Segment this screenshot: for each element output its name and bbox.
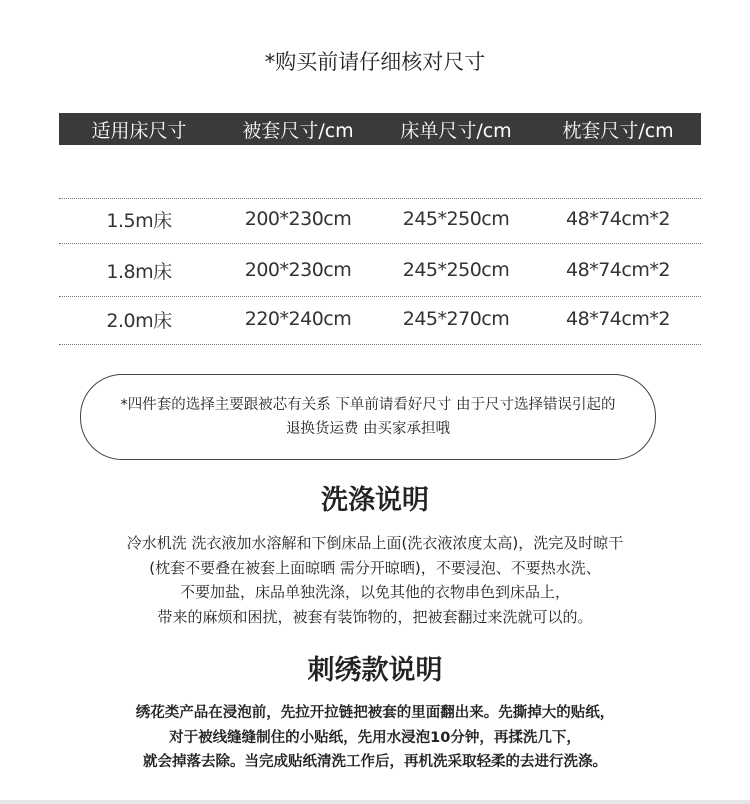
embroidery-line: 就会掉落去除。当完成贴纸清洗工作后，再机洗采取轻柔的去进行洗涤。	[143, 754, 607, 770]
bed-sheet-cell: 245*270cm	[402, 308, 510, 330]
embroidery-line: 绣花类产品在浸泡前，先拉开拉链把被套的里面翻出来。先撕掉大的贴纸，	[135, 705, 615, 721]
header-pillowcase-size: 枕套尺寸/cm	[562, 119, 674, 142]
bed-size-cell: 1.8m床	[106, 260, 172, 283]
bottom-divider	[0, 800, 750, 804]
header-bed-sheet-size: 床单尺寸/cm	[400, 119, 512, 142]
bed-size-cell: 2.0m床	[106, 309, 172, 332]
size-table-header	[59, 113, 701, 145]
table-divider	[59, 296, 701, 297]
bed-size-cell: 1.5m床	[106, 209, 172, 232]
table-row	[59, 299, 701, 339]
notice-line: *四件套的选择主要跟被芯有关系 下单前请看好尺寸 由于尺寸选择错误引起的	[120, 397, 616, 413]
page-title: *购买前请仔细核对尺寸	[264, 50, 486, 74]
washing-line: 冷水机洗 洗衣液加水溶解和下倒床品上面(洗衣液浓度太高)，洗完及时晾干	[126, 534, 624, 552]
washing-line: 不要加盐，床品单独洗涤，以免其他的衣物串色到床品上，	[179, 583, 570, 601]
header-duvet-cover-size: 被套尺寸/cm	[242, 119, 354, 142]
embroidery-line: 对于被线缝缝制住的小贴纸，先用水浸泡10分钟，再揉洗几下，	[169, 729, 581, 746]
embroidery-instructions	[0, 701, 750, 775]
washing-line: (枕套不要叠在被套上面晾晒 需分开晾晒)，不要浸泡、不要热水洗、	[149, 558, 601, 577]
washing-line: 带来的麻烦和困扰，被套有装饰物的，把被套翻过来洗就可以的。	[157, 607, 593, 626]
pillowcase-cell: 48*74cm*2	[566, 208, 670, 230]
washing-instructions	[0, 531, 750, 629]
duvet-cover-cell: 200*230cm	[244, 259, 352, 281]
duvet-cover-cell: 220*240cm	[244, 308, 352, 330]
bed-sheet-cell: 245*250cm	[402, 208, 510, 230]
washing-title: 洗涤说明	[321, 485, 429, 516]
pillowcase-cell: 48*74cm*2	[566, 308, 670, 330]
size-notice-box	[80, 374, 656, 460]
table-divider	[59, 344, 701, 345]
pillowcase-cell: 48*74cm*2	[566, 259, 670, 281]
notice-line: 退换货运费 由买家承担哦	[285, 421, 451, 437]
header-bed-size: 适用床尺寸	[91, 119, 187, 142]
table-row	[59, 250, 701, 290]
embroidery-title: 刺绣款说明	[307, 655, 443, 686]
duvet-cover-cell: 200*230cm	[244, 208, 352, 230]
bed-sheet-cell: 245*250cm	[402, 259, 510, 281]
table-divider	[59, 243, 701, 244]
table-row	[59, 199, 701, 239]
